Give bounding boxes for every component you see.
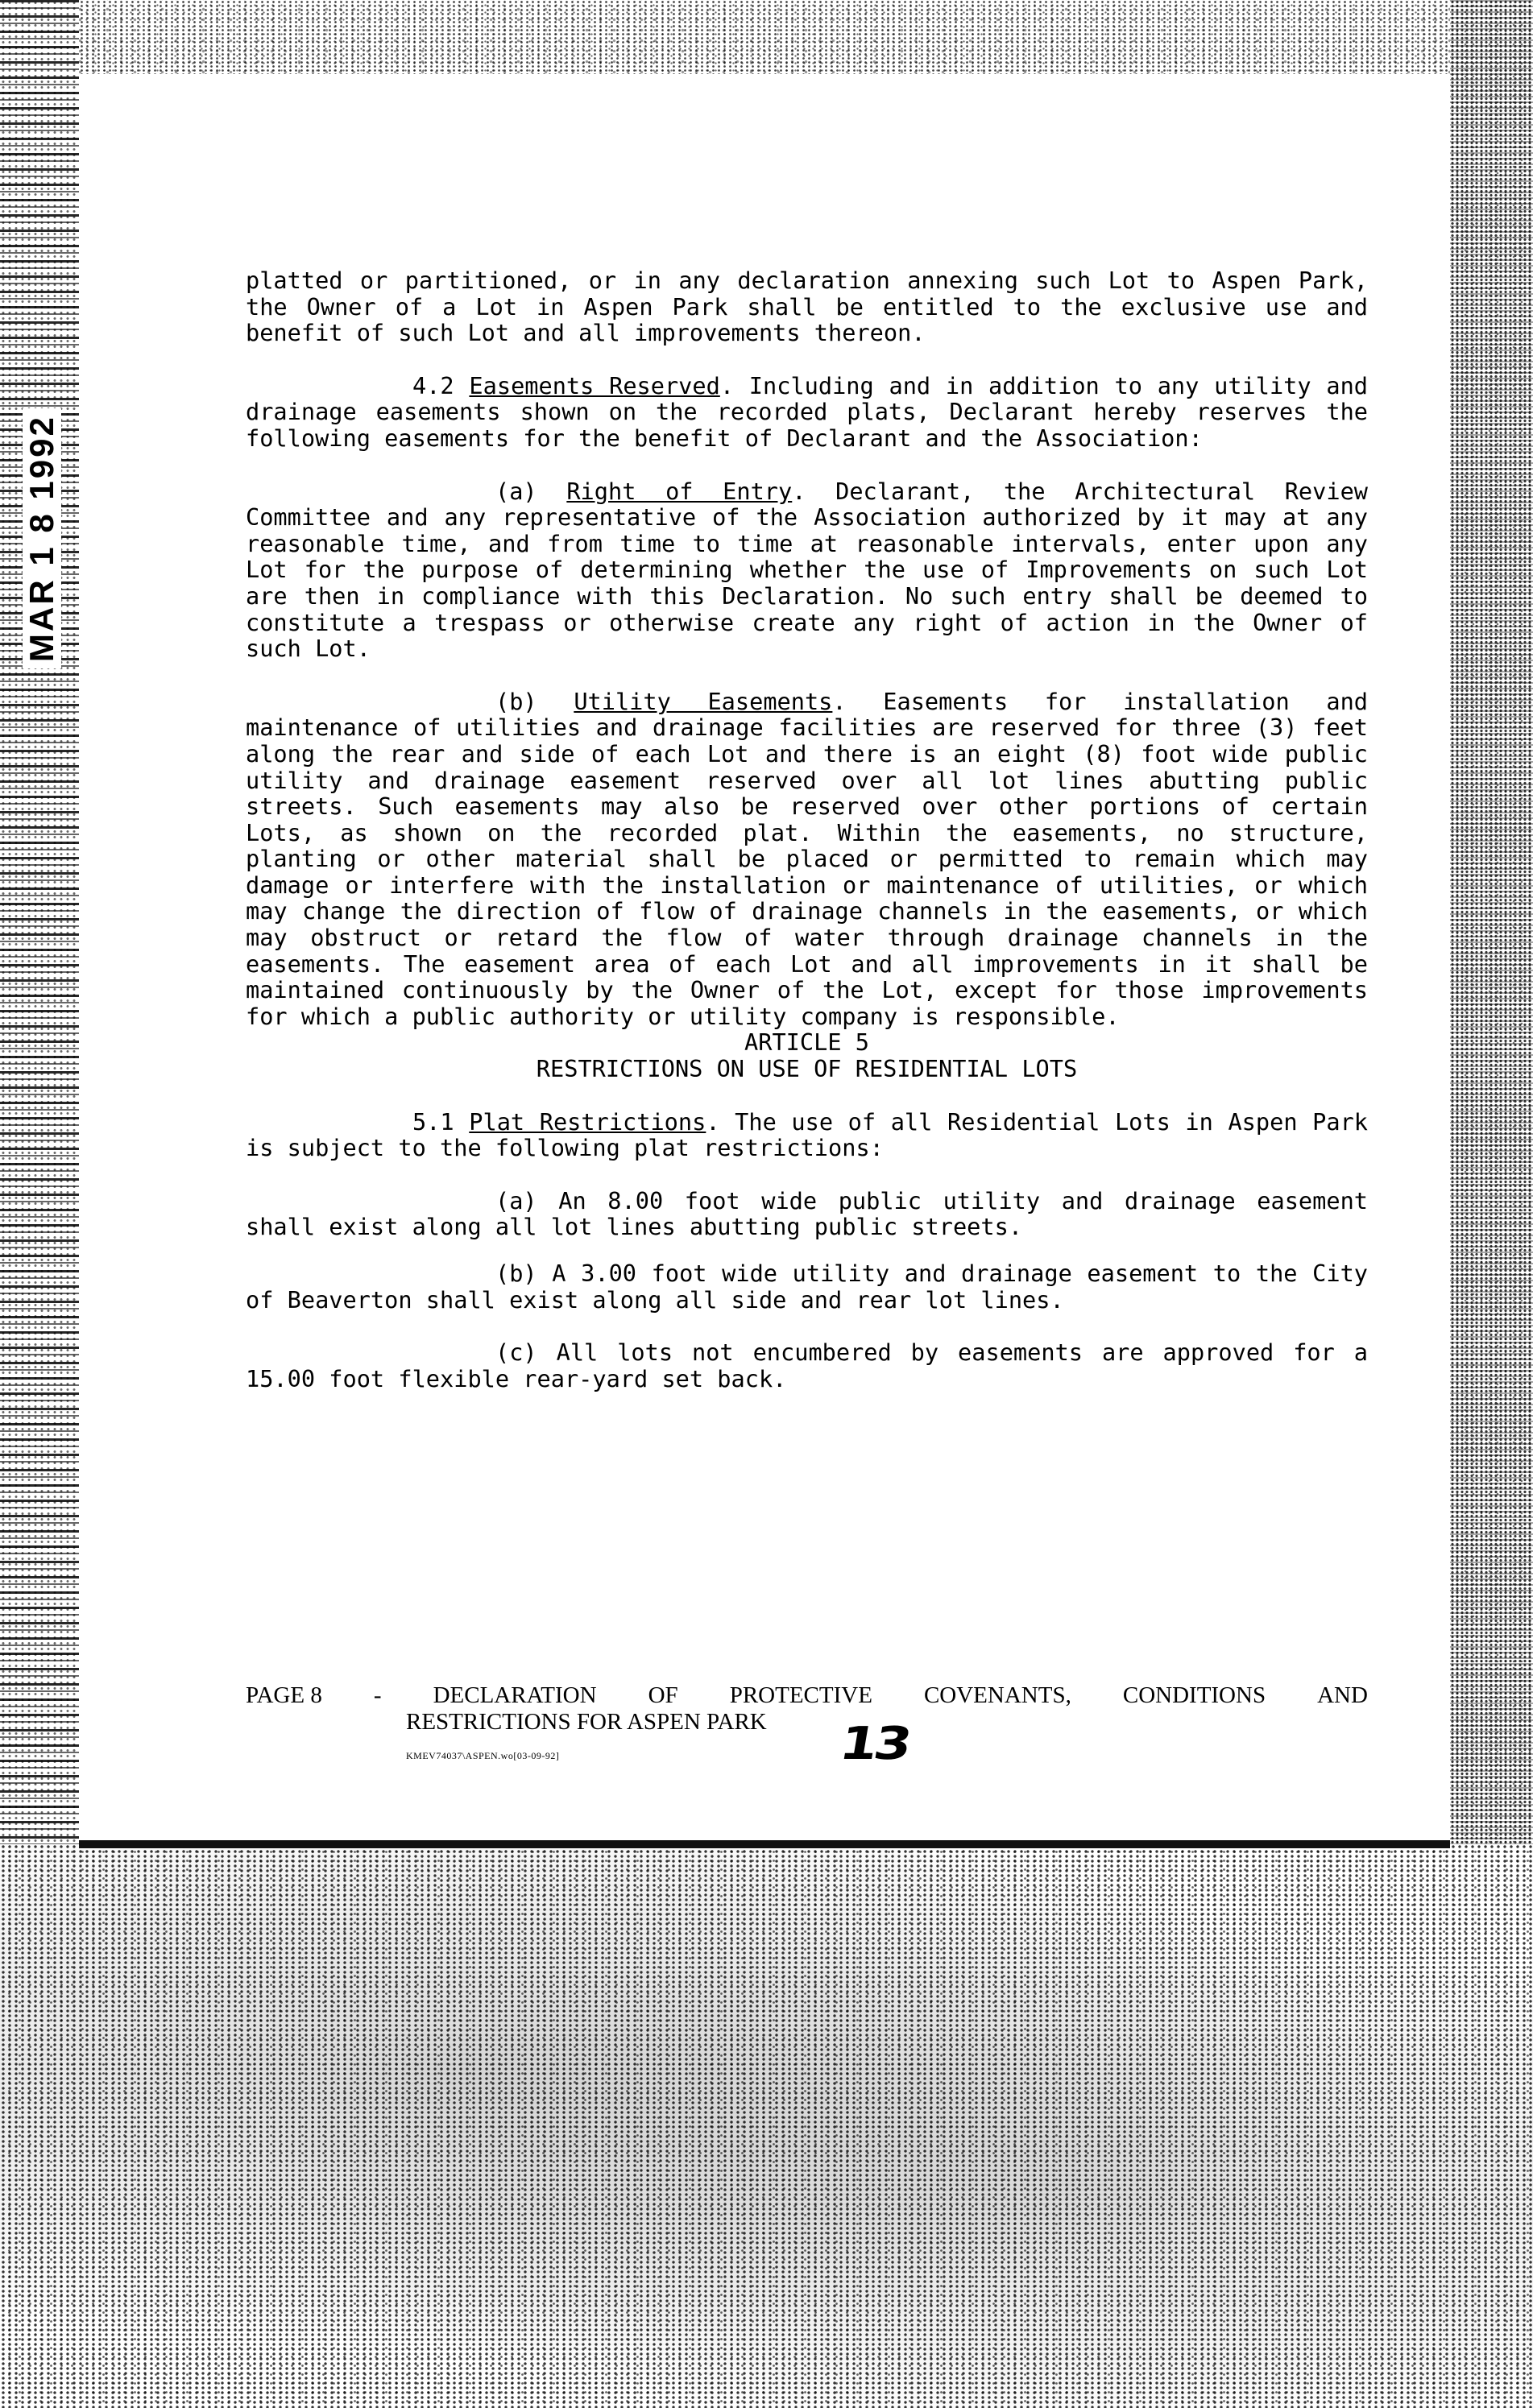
scan-edge-bar [79,1840,1450,1848]
section-4-2 [246,373,1368,452]
section-4-2-a-text: . Declarant, the Architectural Review Committee and any representative of the Association authorized by it may at any reasonable time, and from time to time at reasonable intervals, enter upon any Lot for the purpose of determining whether the use of Improvements on such Lot are then in compliance with this Declaration. No such entry shall be deemed to constitute a trespass or otherwise create any right of action in the Owner of such Lot. [246,477,1369,663]
footer-line-1 [246,1682,1368,1709]
scan-noise-bottom [0,1844,1533,2408]
section-5-1-text: . The use of all Residential Lots in Aspen Park is subject to the following plat restrictions: [246,1107,1369,1162]
handwritten-page-number: 13 [835,1718,913,1770]
footer-word-5: CONDITIONS [1122,1682,1266,1708]
section-5-1-b-label: (b) [495,1260,537,1287]
section-4-2-b-title: Utility Easements [574,687,833,715]
section-5-1-number: 5.1 [412,1107,454,1136]
section-4-2-number: 4.2 [412,371,454,399]
section-4-2-a-label: (a) [495,477,537,505]
footer-word-6: AND [1317,1682,1368,1708]
section-4-2-b-text: . Easements for installation and maintenance of utilities and drainage facilities are reserved for three (3) feet along the rear and side of each Lot and there is an eight (8) foot wide public utility and drainage easement reserved over all lot lines abutting public streets. Such easements may also be reserved over other portions of certain Lots, as shown on the recorded plat. Within the easements, no structure, planting or other material shall be placed or permitted to remain which may damage or interfere with the installation or maintenance of utilities, or which may change the direction of flow of drainage channels in the easements, or which may obstruct or retard the flow of water through drainage channels in the easements. The easement area of each Lot and all improvements in it shall be maintained continuously by the Owner of the Lot, except for those improvements for which a public authority or utility company is responsible. [246,687,1369,1030]
section-4-2-text: . Including and in addition to any utility and drainage easements shown on the recorded plats, Declarant hereby reserves the following easements for the benefit of Declarant and the Association: [246,371,1369,452]
footer-word-2: OF [648,1682,678,1708]
section-5-1-b-text: A 3.00 foot wide utility and drainage easement to the City of Beaverton shall exist along all side and rear lot lines. [246,1260,1368,1314]
document-body [246,267,1368,1392]
section-4-2-a [246,478,1368,662]
section-4-2-b [246,689,1368,1030]
recording-date-stamp: MAR 1 8 1992 [23,408,61,668]
section-5-1-c-label: (c) [495,1338,537,1367]
footer-word-3: PROTECTIVE [729,1682,872,1708]
section-4-2-title: Easements Reserved [469,371,720,399]
footer-word-1: DECLARATION [433,1682,597,1708]
footer-page-label: PAGE 8 [246,1682,322,1708]
scan-noise-top [0,0,1533,74]
section-5-1-c-text: All lots not encumbered by easements are approved for a 15.00 foot flexible rear-yard set back. [246,1338,1368,1392]
intro-paragraph: platted or partitioned, or in any declaration annexing such Lot to Aspen Park, the Owner of a Lot in Aspen Park shall be entitled to the exclusive use and benefit of such Lot and all improvements thereon. [246,267,1368,347]
footer-line-2: RESTRICTIONS FOR ASPEN PARK [406,1709,767,1735]
section-5-1-a-label: (a) [495,1186,537,1214]
page-footer [246,1682,1368,1770]
section-4-2-a-title: Right of Entry [566,477,793,505]
section-5-1-a [246,1188,1368,1240]
section-4-2-b-label: (b) [495,687,537,715]
document-page [79,74,1450,1840]
section-5-1-c [246,1339,1368,1392]
article-heading: ARTICLE 5 [744,1028,869,1057]
footer-dash: - [373,1682,382,1708]
section-5-1 [246,1109,1368,1161]
section-5-1-b [246,1260,1368,1313]
section-5-1-a-text: An 8.00 foot wide public utility and drainage easement shall exist along all lot lines abutting public streets. [246,1186,1368,1241]
section-5-1-title: Plat Restrictions [469,1107,706,1136]
article-subheading: RESTRICTIONS ON USE OF RESIDENTIAL LOTS [536,1055,1078,1083]
file-reference: KMEV74037\ASPEN.wo[03-09-92] [406,1750,560,1761]
footer-word-4: COVENANTS, [923,1682,1071,1708]
